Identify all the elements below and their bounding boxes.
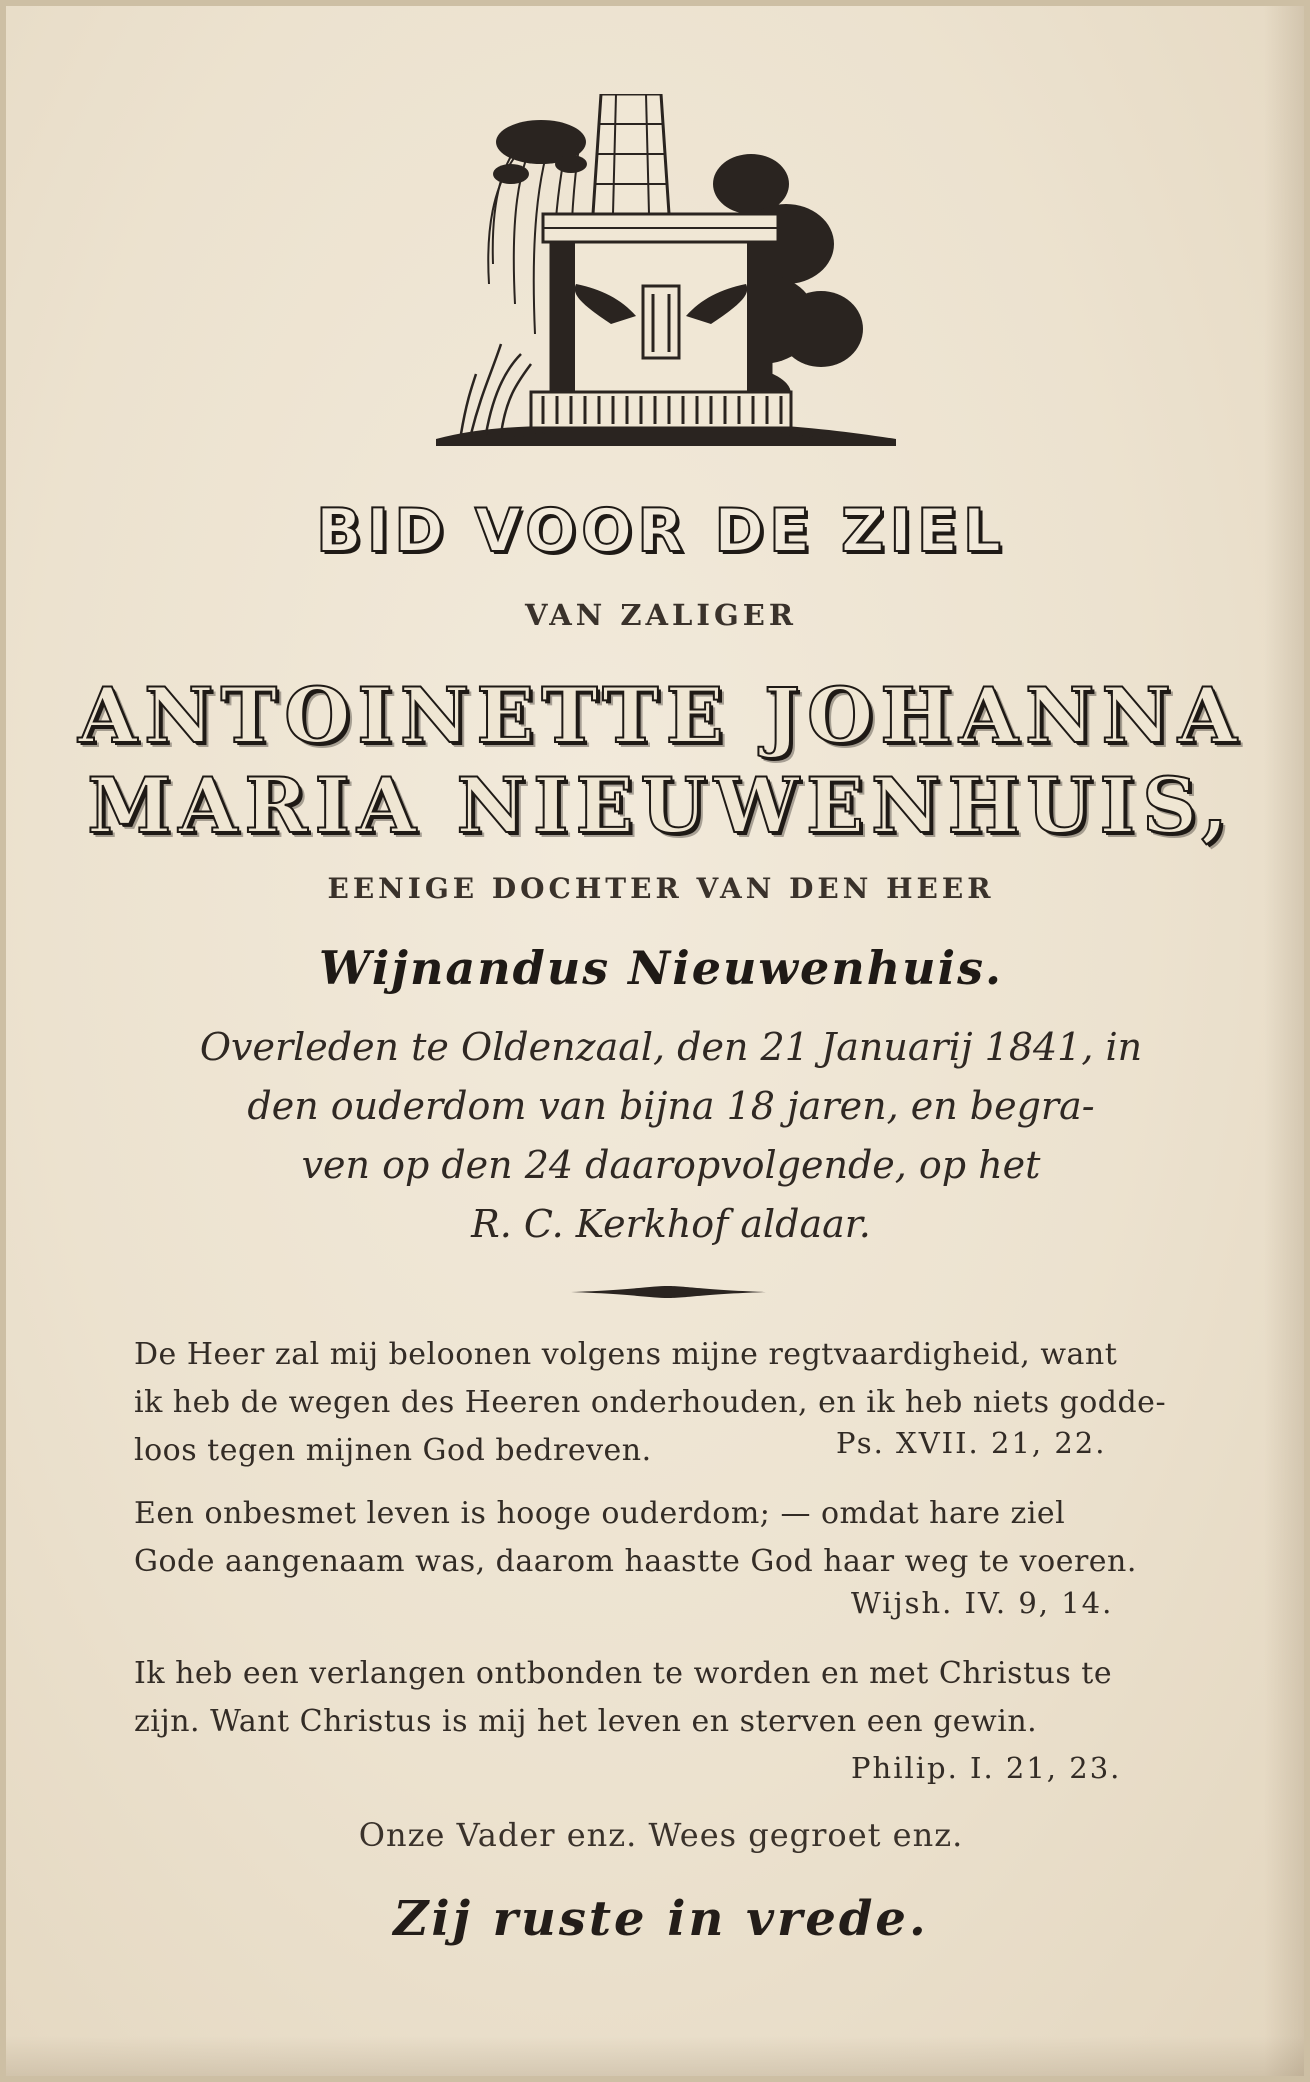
paper-edge-shadow-bottom [6,2036,1304,2076]
verse-reference-philippians: Philip. I. 21, 23. [851,1751,1122,1785]
paper-edge-shadow [1264,6,1304,2076]
verse-reference-psalm: Ps. XVII. 21, 22. [836,1426,1107,1460]
ornamental-divider-icon [571,1286,766,1298]
deceased-name-line-1: ANTOINETTE JOHANNA [78,671,1244,760]
tomb-with-willow-icon [431,94,901,459]
verse-philippians [134,1650,1204,1746]
closing-blessing: Zij ruste in vrede. [393,1891,929,1947]
heading-bid-voor-de-ziel: BID VOOR DE ZIEL [316,496,1006,566]
verse-line: Gode aangenaam was, daarom haastte God haar weg te voeren. [134,1544,1137,1579]
verse-wisdom [134,1490,1204,1586]
death-notice-line: den ouderdom van bijna 18 jaren, en begra- [247,1084,1095,1128]
verse-line: De Heer zal mij beloonen volgens mijne regtvaardigheid, want [134,1337,1118,1372]
verse-line: Ik heb een verlangen ontbonden te worden en met Christus te [134,1656,1113,1691]
verse-line: Een onbesmet leven is hooge ouderdom; — omdat hare ziel [134,1496,1066,1531]
death-notice [121,1018,1221,1254]
verse-line: ik heb de wegen des Heeren onderhouden, en ik heb niets godde- [134,1385,1167,1420]
death-notice-line: ven op den 24 daaropvolgende, op het [301,1143,1041,1187]
daughter-of-text: EENIGE DOCHTER VAN DEN HEER [327,872,995,905]
prayer-text: Onze Vader enz. Wees gegroet enz. [358,1816,964,1854]
verse-reference-wisdom: Wijsh. IV. 9, 14. [851,1586,1114,1620]
deceased-name-line-2: MARIA NIEUWENHUIS, [87,761,1235,850]
father-name: Wijnandus Nieuwenhuis. [318,941,1003,995]
death-notice-line: R. C. Kerkhof aldaar. [471,1202,871,1246]
van-zaliger-text: VAN ZALIGER [525,598,797,632]
verse-line: zijn. Want Christus is mij het leven en sterven een gewin. [134,1704,1038,1739]
death-notice-line: Overleden te Oldenzaal, den 21 Januarij 1841, in [199,1025,1143,1069]
verse-line: loos tegen mijnen God bedreven. [134,1433,652,1468]
